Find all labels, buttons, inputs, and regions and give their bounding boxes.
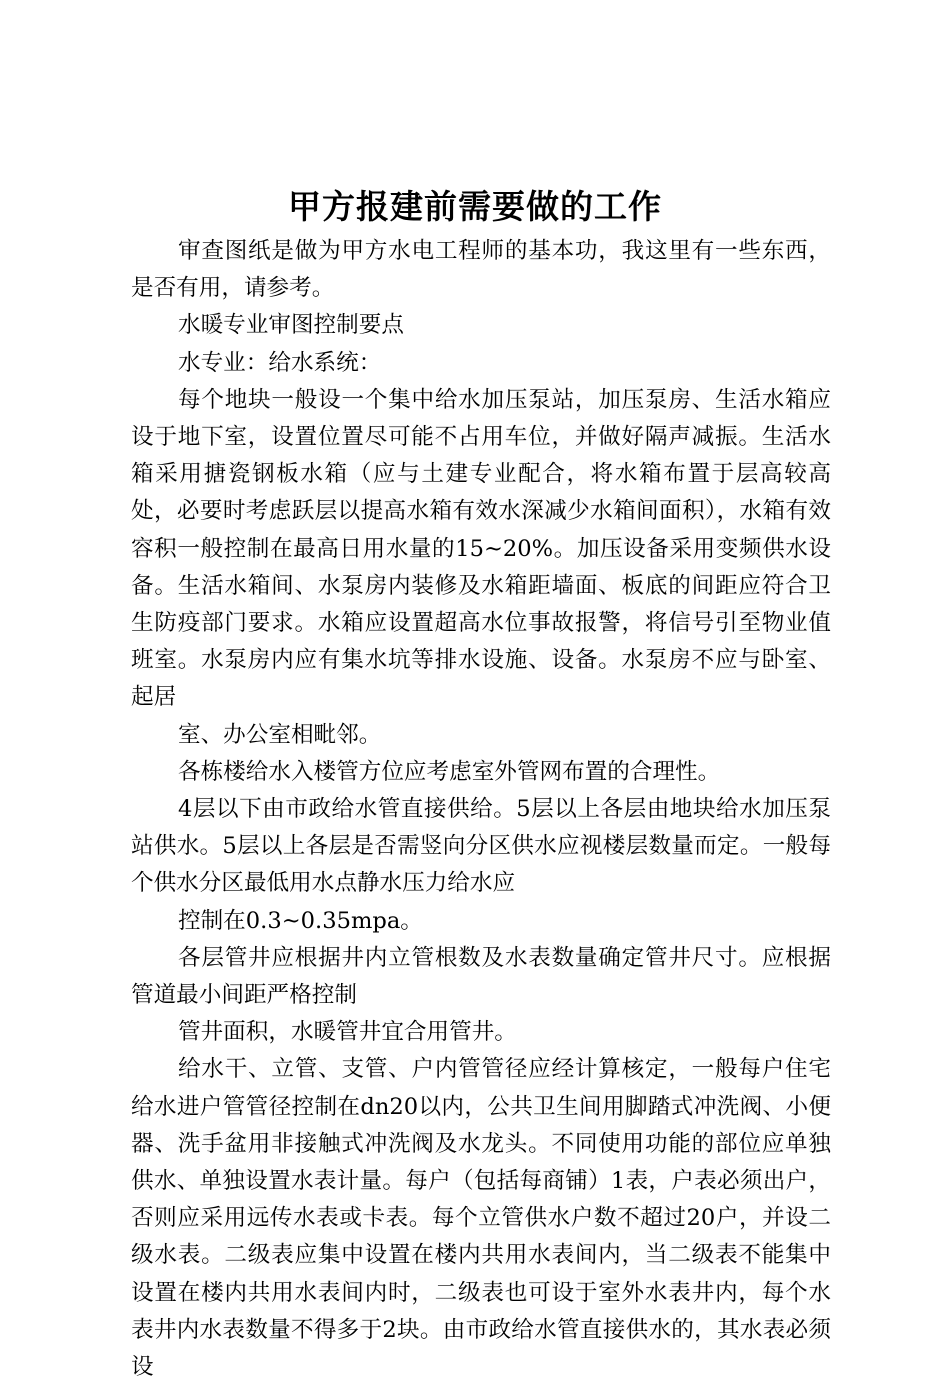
paragraph: 水专业：给水系统： — [178, 349, 382, 376]
paragraph: 4层以下由市政给水管直接供给。5层以上各层由地块给水加压泵站供水。5层以上各层是否需竖向分区供水应视楼层数量而定。一般每个供水分区最低用水点静水压力给水应 — [131, 796, 831, 897]
document-body — [131, 233, 831, 1386]
document-title: 甲方报建前需要做的工作 — [288, 187, 662, 226]
paragraph: 审查图纸是做为甲方水电工程师的基本功，我这里有一些东西，是否有用，请参考。 — [131, 238, 831, 302]
paragraph: 给水干、立管、支管、户内管管径应经计算核定，一般每户住宅给水进户管管径控制在dn20以内，公共卫生间用脚踏式冲洗阀、小便器、洗手盆用非接触式冲洗阀及水龙头。不同使用功能的部位应单独供水、单独设置水表计量。每户（包括每商铺）1表，户表必须出户，否则应采用远传水表或卡表。每个立管供水户数不超过20户，并设二级水表。二级表应集中设置在楼内共用水表间内，当二级表不能集中设置在楼内共用水表间内时，二级表也可设于室外水表井内，每个水表井内水表数量不得多于2块。由市政给水管直接供水的，其水表必须设 — [131, 1056, 831, 1381]
paragraph: 水暖专业审图控制要点 — [178, 312, 404, 339]
paragraph: 控制在0.3~0.35mpa。 — [178, 907, 423, 934]
paragraph: 各层管井应根据井内立管根数及水表数量确定管井尺寸。应根据管道最小间距严格控制 — [131, 944, 831, 1009]
paragraph: 每个地块一般设一个集中给水加压泵站，加压泵房、生活水箱应设于地下室，设置位置尽可能不占用车位，并做好隔声减振。生活水箱采用搪瓷钢板水箱（应与土建专业配合，将水箱布置于层高较高处，必要时考虑跃层以提高水箱有效水深减少水箱间面积），水箱有效容积一般控制在最高日用水量的15~20%。加压设备采用变频供水设备。生活水箱间、水泵房内装修及水箱距墙面、板底的间距应符合卫生防疫部门要求。水箱应设置超高水位事故报警，将信号引至物业值班室。水泵房内应有集水坑等排水设施、设备。水泵房不应与卧室、起居 — [131, 386, 831, 711]
paragraph: 室、办公室相毗邻。 — [178, 721, 382, 748]
paragraph: 管井面积，水暖管井宜合用管井。 — [178, 1019, 517, 1046]
paragraph: 各栋楼给水入楼管方位应考虑室外管网布置的合理性。 — [178, 758, 721, 785]
